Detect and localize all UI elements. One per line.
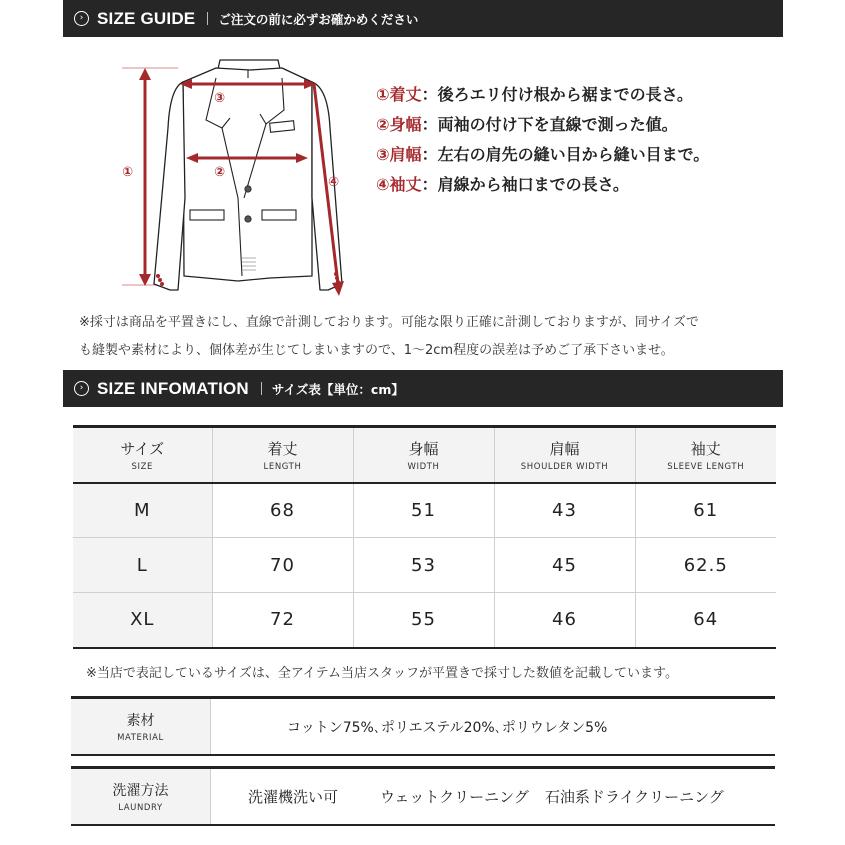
measurement-legend (376, 78, 709, 198)
size-info-title: SIZE INFOMATION (97, 378, 249, 398)
header-width: 身幅 WIDTH (353, 427, 494, 483)
chevron-right-icon: › (74, 11, 89, 26)
legend-key: ①着丈 (376, 84, 422, 104)
marker-width: ② (214, 165, 226, 180)
header-divider (207, 12, 208, 25)
size-table-note: ※当店で表記しているサイズは、全アイテム当店スタッフが平置きで採寸した数値を記載しています。 (86, 666, 678, 681)
marker-shoulder: ③ (214, 91, 226, 106)
cell-size: M (73, 483, 212, 538)
legend-desc: ：両袖の付け下を直線で測った値。 (421, 114, 678, 134)
cell-shoulder-width: 43 (494, 483, 635, 538)
legend-key: ②身幅 (376, 114, 422, 134)
legend-key: ④袖丈 (376, 174, 422, 194)
size-info-subtitle: サイズ表【単位：cm】 (271, 381, 404, 397)
jacket-diagram (110, 48, 360, 298)
legend-desc: ：肩線から袖口までの長さ。 (421, 174, 629, 194)
cell-width: 51 (353, 483, 494, 538)
cell-width: 55 (353, 593, 494, 648)
legend-desc: ：後ろエリ付け根から裾までの長さ。 (421, 84, 693, 104)
measurement-note-line1: ※採寸は商品を平置きにし、直線で計測しております。可能な限り正確に計測しておりますが、同サイズで (79, 315, 699, 330)
laundry-label: 洗濯方法 LAUNDRY (71, 769, 211, 824)
laundry-wet-cleaning: ウェットクリーニング (380, 788, 529, 806)
legend-desc: ：左右の肩先の縫い目から縫い目まで。 (421, 144, 710, 164)
size-table (73, 425, 776, 649)
cell-length: 70 (212, 538, 353, 593)
laundry-row (71, 766, 775, 826)
header-length: 着丈 LENGTH (212, 427, 353, 483)
legend-item (376, 138, 709, 168)
header-divider (261, 382, 262, 395)
legend-key: ③肩幅 (376, 144, 422, 164)
legend-item (376, 108, 709, 138)
cell-sleeve-length: 62.5 (635, 538, 776, 593)
cell-length: 68 (212, 483, 353, 538)
material-row (71, 696, 775, 756)
table-header-row (73, 427, 776, 483)
size-info-header (63, 370, 783, 407)
size-guide-header (63, 0, 783, 37)
measurement-note-line2: も縫製や素材により、個体差が生じてしまいますので、1～2cm程度の誤差は予めご了承下さいませ。 (79, 343, 674, 358)
header-size: サイズ SIZE (73, 427, 212, 483)
legend-item (376, 168, 709, 198)
material-value: コットン75%､ポリエステル20%､ポリウレタン5% (287, 719, 608, 736)
cell-sleeve-length: 64 (635, 593, 776, 648)
laundry-values (211, 769, 775, 824)
laundry-dry-cleaning: 石油系ドライクリーニング (544, 788, 724, 806)
laundry-machine-wash: 洗濯機洗い可 (248, 788, 339, 806)
cell-shoulder-width: 45 (494, 538, 635, 593)
header-shoulder-width: 肩幅 SHOULDER WIDTH (494, 427, 635, 483)
legend-item (376, 78, 709, 108)
marker-length: ① (122, 165, 134, 180)
cell-sleeve-length: 61 (635, 483, 776, 538)
chevron-right-icon: › (74, 381, 89, 396)
cell-size: XL (73, 593, 212, 648)
cell-shoulder-width: 46 (494, 593, 635, 648)
table-row (73, 483, 776, 538)
table-row (73, 593, 776, 648)
size-guide-subtitle: ご注文の前に必ずお確かめください (218, 11, 419, 27)
header-sleeve-length: 袖丈 SLEEVE LENGTH (635, 427, 776, 483)
cell-length: 72 (212, 593, 353, 648)
size-guide-title: SIZE GUIDE (97, 8, 196, 28)
table-row (73, 538, 776, 593)
cell-size: L (73, 538, 212, 593)
marker-sleeve: ④ (328, 175, 340, 190)
cell-width: 53 (353, 538, 494, 593)
material-label: 素材 MATERIAL (71, 699, 211, 754)
